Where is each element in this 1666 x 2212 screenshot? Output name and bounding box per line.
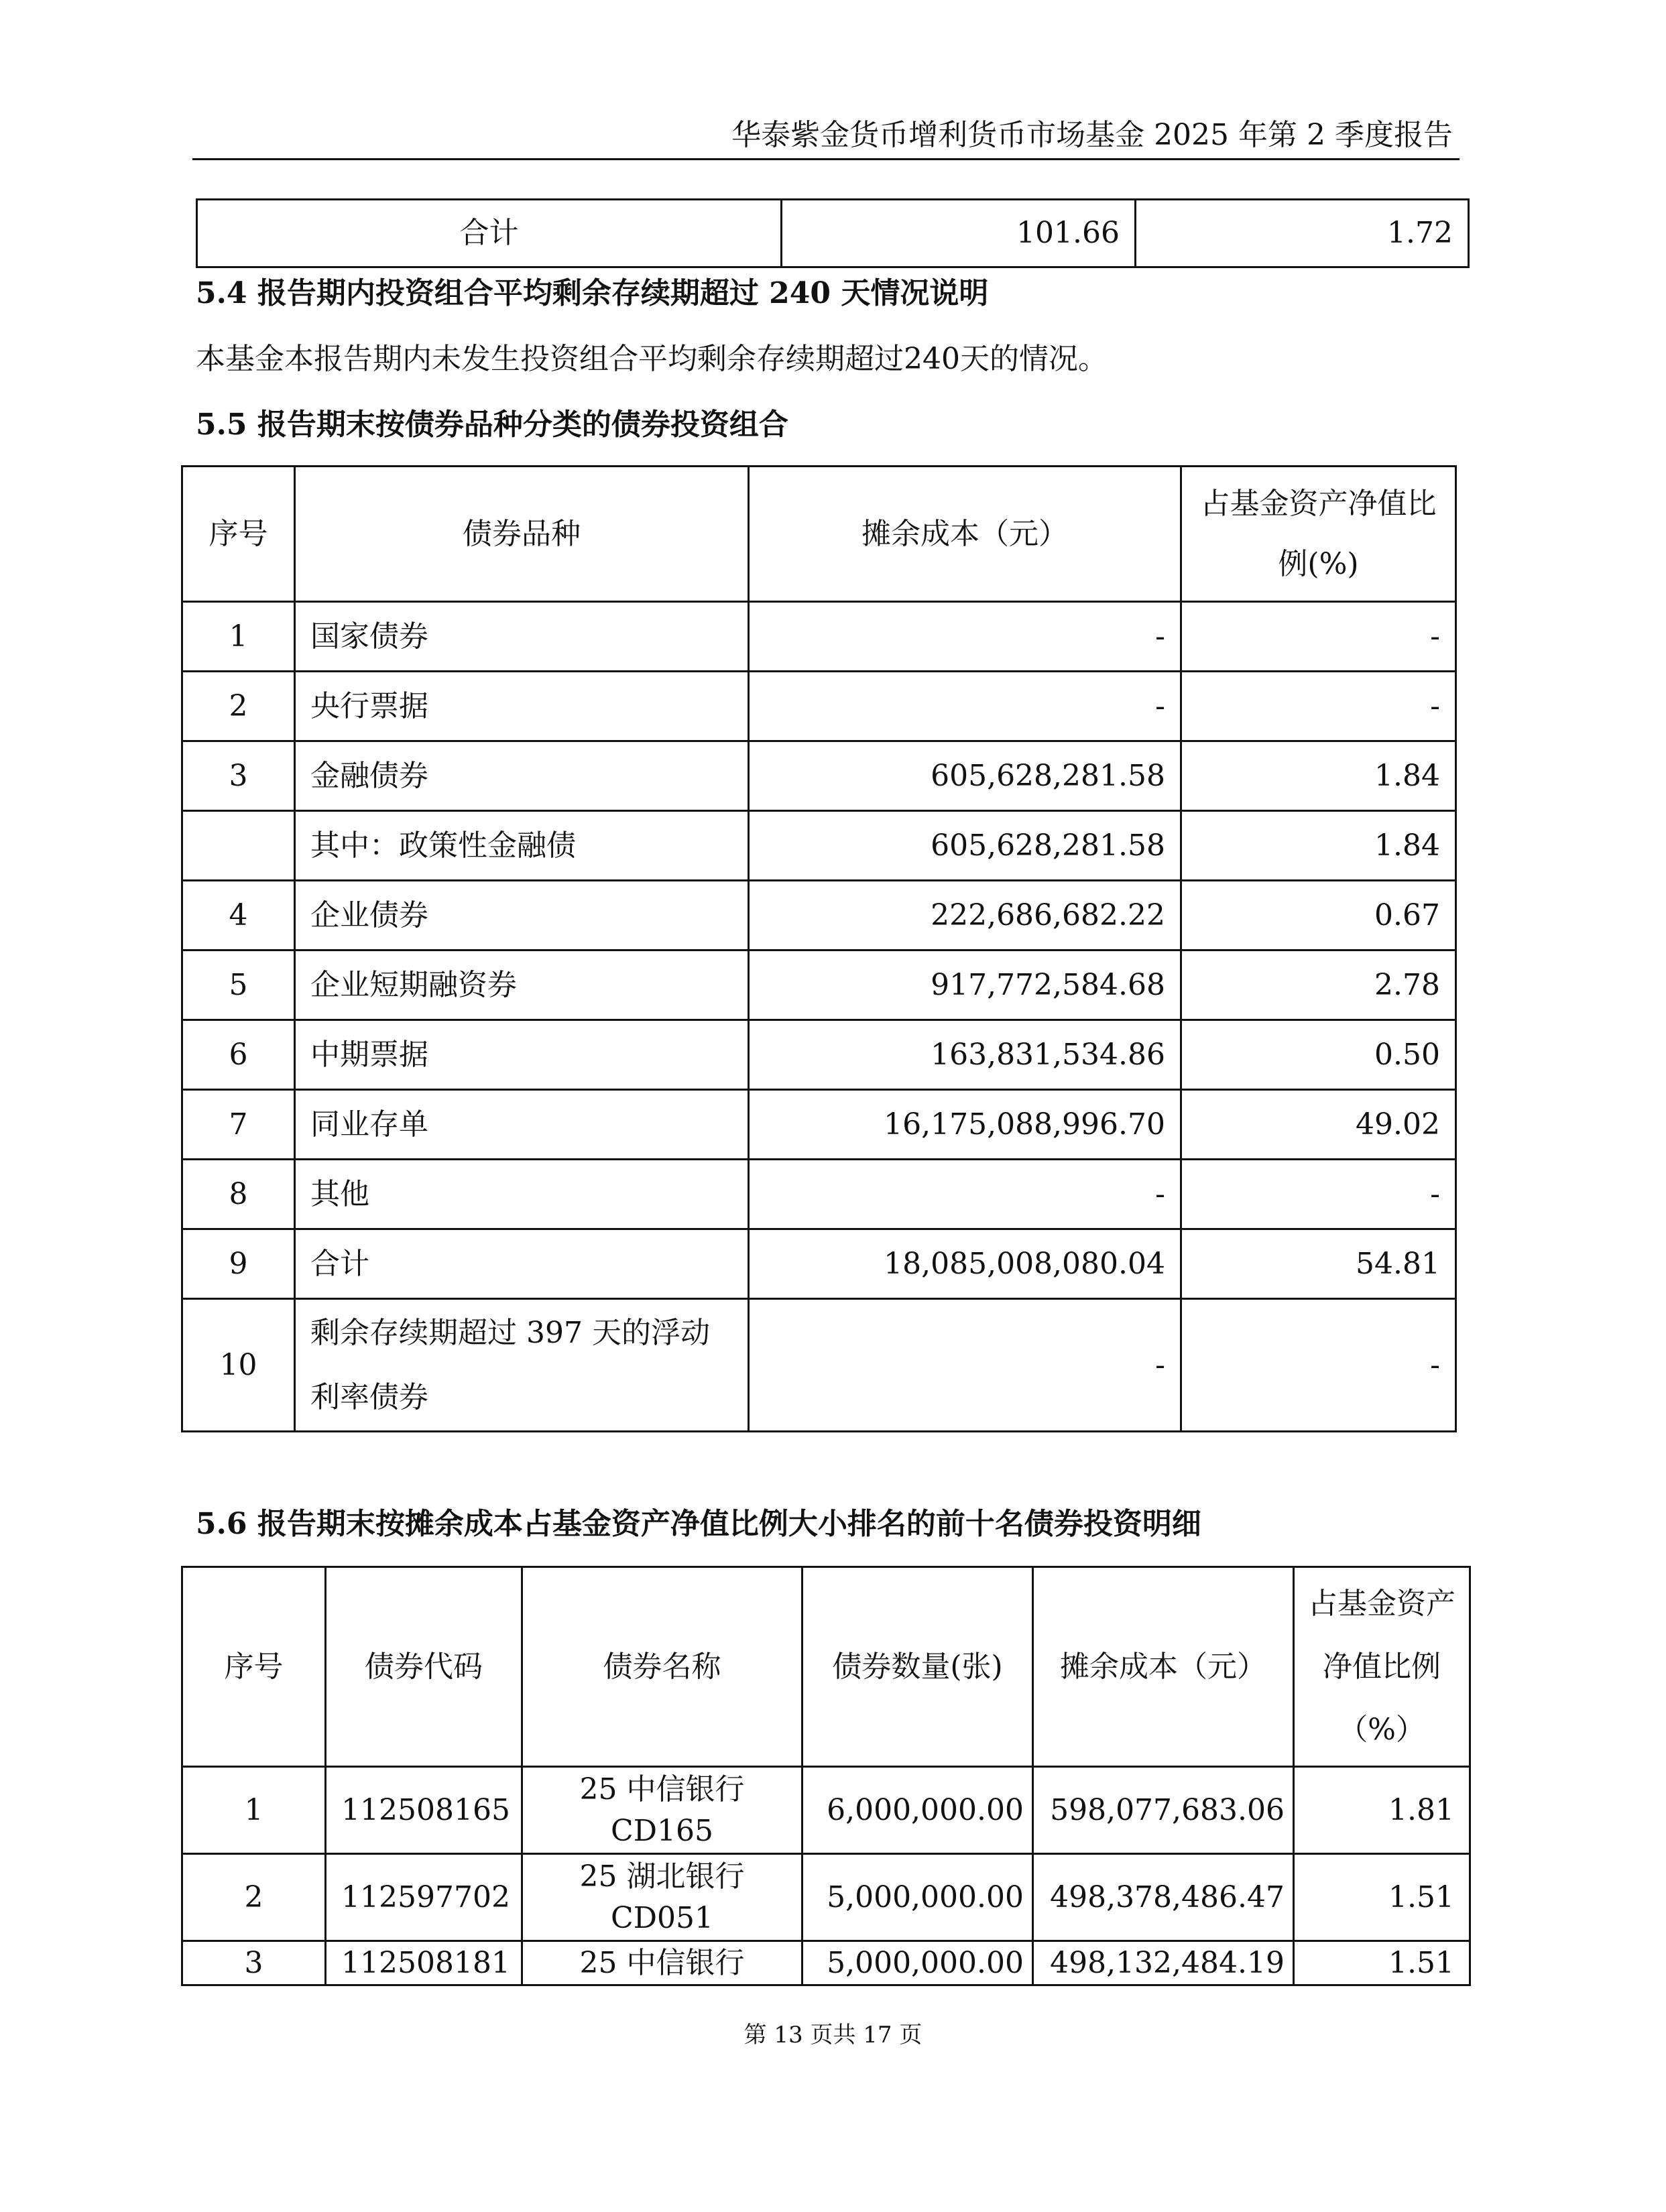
row-ratio: - bbox=[1181, 672, 1456, 741]
table-row bbox=[182, 602, 1456, 672]
row-no: 2 bbox=[182, 1854, 326, 1941]
row-ratio: - bbox=[1181, 1160, 1456, 1229]
row-type: 其中：政策性金融债 bbox=[295, 811, 749, 881]
row-code: 112508165 bbox=[326, 1767, 522, 1854]
report-title: 华泰紫金货币增利货币市场基金 2025 年第 2 季度报告 bbox=[731, 118, 1453, 152]
row-ratio: 1.84 bbox=[1181, 811, 1456, 881]
table-row bbox=[182, 741, 1456, 811]
row-cost: 598,077,683.06 bbox=[1033, 1767, 1294, 1854]
row-cost: 18,085,008,080.04 bbox=[749, 1229, 1181, 1299]
table-row bbox=[182, 811, 1456, 881]
row-type: 中期票据 bbox=[295, 1020, 749, 1090]
row-type: 其他 bbox=[295, 1160, 749, 1229]
row-cost: 222,686,682.22 bbox=[749, 881, 1181, 950]
col-header-type: 债券品种 bbox=[295, 467, 749, 602]
table-row bbox=[182, 672, 1456, 741]
col-header-cost: 摊余成本（元） bbox=[1033, 1567, 1294, 1767]
col-header-code: 债券代码 bbox=[326, 1567, 522, 1767]
page-footer: 第 13 页共 17 页 bbox=[743, 2022, 923, 2048]
row-ratio: - bbox=[1181, 602, 1456, 672]
row-cost: 917,772,584.68 bbox=[749, 950, 1181, 1020]
row-ratio: 2.78 bbox=[1181, 950, 1456, 1020]
row-code: 112508181 bbox=[326, 1941, 522, 1985]
row-no: 3 bbox=[182, 741, 295, 811]
row-cost: 605,628,281.58 bbox=[749, 811, 1181, 881]
row-type: 央行票据 bbox=[295, 672, 749, 741]
table-row bbox=[182, 1020, 1456, 1090]
row-ratio: 0.67 bbox=[1181, 881, 1456, 950]
row-name: 25 中信银行 bbox=[522, 1941, 802, 1985]
section-5-5-heading: 5.5 报告期末按债券品种分类的债券投资组合 bbox=[196, 408, 788, 442]
row-no: 7 bbox=[182, 1090, 295, 1160]
row-type: 剩余存续期超过 397 天的浮动利率债券 bbox=[295, 1299, 749, 1432]
summary-ratio: 1.72 bbox=[1136, 200, 1469, 267]
table-header-row bbox=[182, 1567, 1470, 1767]
row-cost: - bbox=[749, 672, 1181, 741]
row-type: 同业存单 bbox=[295, 1090, 749, 1160]
row-type: 国家债券 bbox=[295, 602, 749, 672]
row-type: 企业债券 bbox=[295, 881, 749, 950]
row-no bbox=[182, 811, 295, 881]
summary-label: 合计 bbox=[197, 200, 782, 267]
row-no: 8 bbox=[182, 1160, 295, 1229]
row-cost: 16,175,088,996.70 bbox=[749, 1090, 1181, 1160]
col-header-ratio: 占基金资产净值比例（%） bbox=[1294, 1567, 1470, 1767]
row-name: 25 中信银行CD165 bbox=[522, 1767, 802, 1854]
row-cost: 163,831,534.86 bbox=[749, 1020, 1181, 1090]
row-ratio: 49.02 bbox=[1181, 1090, 1456, 1160]
page-header bbox=[192, 115, 1460, 160]
table-row bbox=[182, 1090, 1456, 1160]
row-qty: 5,000,000.00 bbox=[802, 1941, 1033, 1985]
row-cost: - bbox=[749, 1299, 1181, 1432]
row-ratio: 1.51 bbox=[1294, 1941, 1470, 1985]
row-cost: 498,132,484.19 bbox=[1033, 1941, 1294, 1985]
col-header-no: 序号 bbox=[182, 1567, 326, 1767]
table-row bbox=[197, 200, 1469, 267]
row-code: 112597702 bbox=[326, 1854, 522, 1941]
table-row bbox=[182, 1160, 1456, 1229]
row-ratio: 1.84 bbox=[1181, 741, 1456, 811]
row-no: 1 bbox=[182, 1767, 326, 1854]
top-summary-table bbox=[196, 198, 1470, 268]
section-5-6-heading: 5.6 报告期末按摊余成本占基金资产净值比例大小排名的前十名债券投资明细 bbox=[196, 1507, 1201, 1541]
row-no: 2 bbox=[182, 672, 295, 741]
row-cost: 498,378,486.47 bbox=[1033, 1854, 1294, 1941]
row-ratio: 54.81 bbox=[1181, 1229, 1456, 1299]
table-row bbox=[182, 950, 1456, 1020]
col-header-qty: 债券数量(张) bbox=[802, 1567, 1033, 1767]
row-qty: 6,000,000.00 bbox=[802, 1767, 1033, 1854]
row-cost: 605,628,281.58 bbox=[749, 741, 1181, 811]
row-cost: - bbox=[749, 602, 1181, 672]
row-no: 10 bbox=[182, 1299, 295, 1432]
row-no: 1 bbox=[182, 602, 295, 672]
summary-amount: 101.66 bbox=[782, 200, 1136, 267]
col-header-ratio: 占基金资产净值比例(%) bbox=[1181, 467, 1456, 602]
row-type: 合计 bbox=[295, 1229, 749, 1299]
row-name: 25 湖北银行CD051 bbox=[522, 1854, 802, 1941]
row-no: 5 bbox=[182, 950, 295, 1020]
row-no: 9 bbox=[182, 1229, 295, 1299]
table-row bbox=[182, 1767, 1470, 1854]
bond-type-table bbox=[181, 465, 1457, 1432]
col-header-name: 债券名称 bbox=[522, 1567, 802, 1767]
table-row bbox=[182, 1299, 1456, 1432]
section-5-4-text: 本基金本报告期内未发生投资组合平均剩余存续期超过240天的情况。 bbox=[196, 342, 1108, 376]
row-no: 6 bbox=[182, 1020, 295, 1090]
row-no: 3 bbox=[182, 1941, 326, 1985]
table-row bbox=[182, 881, 1456, 950]
col-header-cost: 摊余成本（元） bbox=[749, 467, 1181, 602]
row-qty: 5,000,000.00 bbox=[802, 1854, 1033, 1941]
row-ratio: 1.51 bbox=[1294, 1854, 1470, 1941]
row-cost: - bbox=[749, 1160, 1181, 1229]
row-ratio: 0.50 bbox=[1181, 1020, 1456, 1090]
row-type: 金融债券 bbox=[295, 741, 749, 811]
table-row bbox=[182, 1854, 1470, 1941]
row-no: 4 bbox=[182, 881, 295, 950]
top-ten-bond-table bbox=[181, 1566, 1471, 1986]
table-row bbox=[182, 1941, 1470, 1985]
table-header-row bbox=[182, 467, 1456, 602]
table-row bbox=[182, 1229, 1456, 1299]
row-type: 企业短期融资券 bbox=[295, 950, 749, 1020]
row-ratio: 1.81 bbox=[1294, 1767, 1470, 1854]
section-5-4-heading: 5.4 报告期内投资组合平均剩余存续期超过 240 天情况说明 bbox=[196, 276, 989, 310]
col-header-no: 序号 bbox=[182, 467, 295, 602]
row-ratio: - bbox=[1181, 1299, 1456, 1432]
